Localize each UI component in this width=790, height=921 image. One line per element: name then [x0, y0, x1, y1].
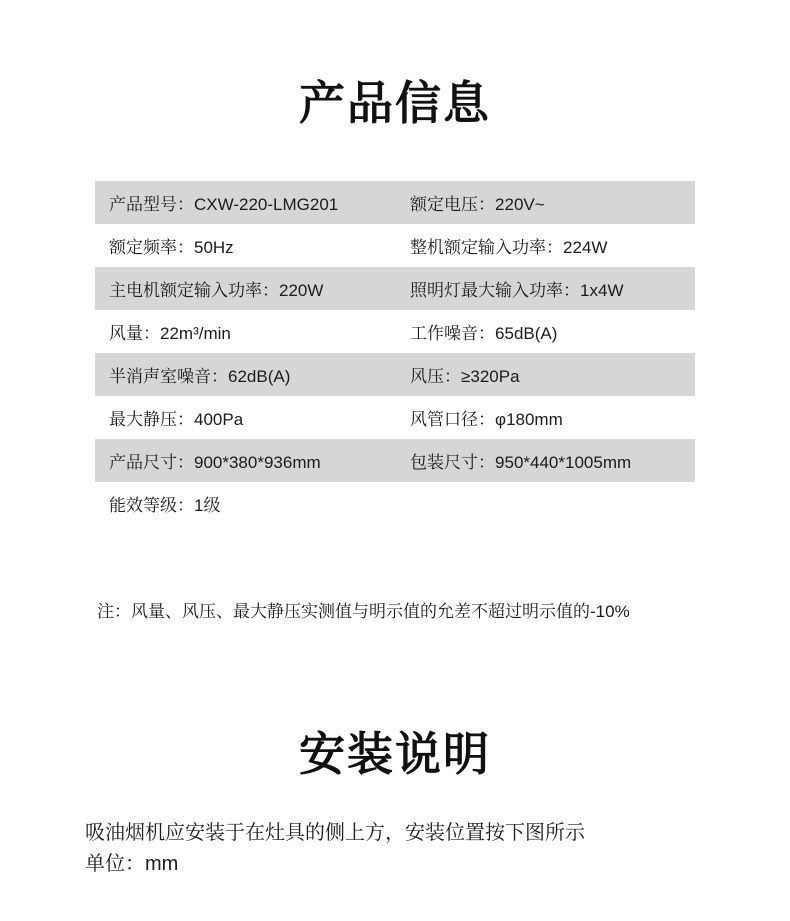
specification-table: [95, 181, 695, 525]
spec-cell-right: 整机额定输入功率：224W: [394, 224, 695, 267]
spec-cell-right: 风压：≥320Pa: [394, 353, 695, 396]
spec-cell-left: 能效等级：1级: [95, 482, 394, 525]
spec-cell-right: [394, 482, 695, 525]
product-info-page: [0, 31, 790, 921]
page-title-installation: 安装说明: [299, 727, 491, 780]
spec-cell-left: 产品型号：CXW-220-LMG201: [95, 181, 394, 224]
table-row: [95, 181, 695, 224]
installation-line-1: 吸油烟机应安装于在灶具的侧上方，安装位置按下图所示: [85, 821, 585, 844]
table-row: [95, 353, 695, 396]
spec-cell-left: 产品尺寸：900*380*936mm: [95, 439, 394, 482]
spec-cell-left: 主电机额定输入功率：220W: [95, 267, 394, 310]
spec-cell-left: 最大静压：400Pa: [95, 396, 394, 439]
specification-table-body: [95, 181, 695, 525]
installation-description: [85, 818, 705, 880]
spec-cell-right: 额定电压：220V~: [394, 181, 695, 224]
installation-line-2: 单位：mm: [85, 852, 179, 875]
spec-cell-left: 风量：22m³/min: [95, 310, 394, 353]
spec-cell-left: 半消声室噪音：62dB(A): [95, 353, 394, 396]
spec-cell-right: 工作噪音：65dB(A): [394, 310, 695, 353]
page-title-product-info: 产品信息: [299, 76, 491, 129]
table-row: [95, 267, 695, 310]
spec-cell-right: 包装尺寸：950*440*1005mm: [394, 439, 695, 482]
spec-cell-right: 照明灯最大输入功率：1x4W: [394, 267, 695, 310]
spec-cell-right: 风管口径：φ180mm: [394, 396, 695, 439]
table-row: [95, 482, 695, 525]
table-row: [95, 310, 695, 353]
spec-cell-left: 额定频率：50Hz: [95, 224, 394, 267]
specification-note: 注：风量、风压、最大静压实测值与明示值的允差不超过明示值的-10%: [97, 601, 630, 621]
table-row: [95, 439, 695, 482]
table-row: [95, 224, 695, 267]
table-row: [95, 396, 695, 439]
